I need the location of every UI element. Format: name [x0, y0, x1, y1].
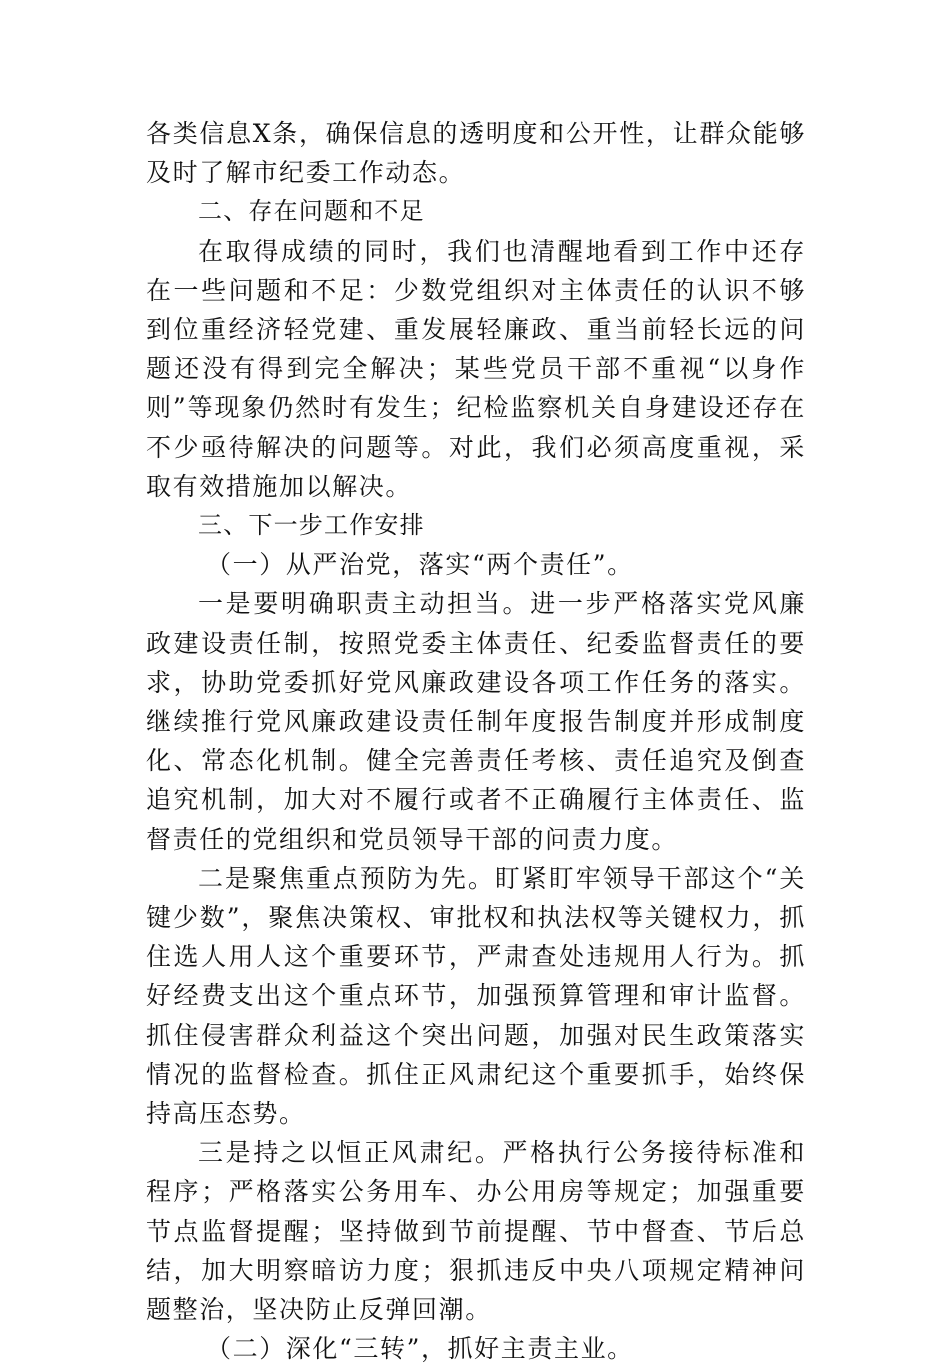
paragraph-problems: 在取得成绩的同时，我们也清醒地看到工作中还存在一些问题和不足：少数党组织对主体责任的认识不够到位重经济轻党建、重发展轻廉政、重当前轻长远的问题还没有得到完全解决；某些党员干部不重视“以身作则”等现象仍然时有发生；纪检监察机关自身建设还存在不少亟待解决的问题等。对此，我们必须高度重视，采取有效措施加以解决。	[146, 236, 806, 501]
paragraph-discipline: 三是持之以恒正风肃纪。严格执行公务接待标准和程序；严格落实公务用车、办公用房等规定；加强重要节点监督提醒；坚持做到节前提醒、节中督查、节后总结，加大明察暗访力度；狠抓违反中央八项规定精神问题整治，坚决防止反弹回潮。	[146, 1138, 806, 1325]
section-heading-problems: 二、存在问题和不足	[198, 197, 425, 226]
document-page	[146, 114, 806, 1369]
paragraph-info-disclosure: 各类信息X条，确保信息的透明度和公开性，让群众能够及时了解市纪委工作动态。	[146, 119, 806, 188]
paragraph-clarify-duties: 一是要明确职责主动担当。进一步严格落实党风廉政建设责任制，按照党委主体责任、纪委监督责任的要求，协助党委抓好党风廉政建设各项工作任务的落实。继续推行党风廉政建设责任制年度报告制度并形成制度化、常态化机制。健全完善责任考核、责任追究及倒查追究机制，加大对不履行或者不正确履行主体责任、监督责任的党组织和党员领导干部的问责力度。	[146, 589, 806, 854]
sub-heading-three-transformations: （二）深化“三转”，抓好主责主业。	[206, 1334, 634, 1364]
paragraph-focus-prevention: 二是聚焦重点预防为先。盯紧盯牢领导干部这个“关键少数”，聚焦决策权、审批权和执法权等关键权力，抓住选人用人这个重要环节，严肃查处违规用人行为。抓好经费支出这个重点环节，加强预算管理和审计监督。抓住侵害群众利益这个突出问题，加强对民生政策落实情况的监督检查。抓住正风肃纪这个重要抓手，始终保持高压态势。	[146, 863, 806, 1129]
sub-heading-strict-governance: （一）从严治党，落实“两个责任”。	[206, 550, 634, 580]
section-heading-next-steps: 三、下一步工作安排	[198, 511, 425, 540]
